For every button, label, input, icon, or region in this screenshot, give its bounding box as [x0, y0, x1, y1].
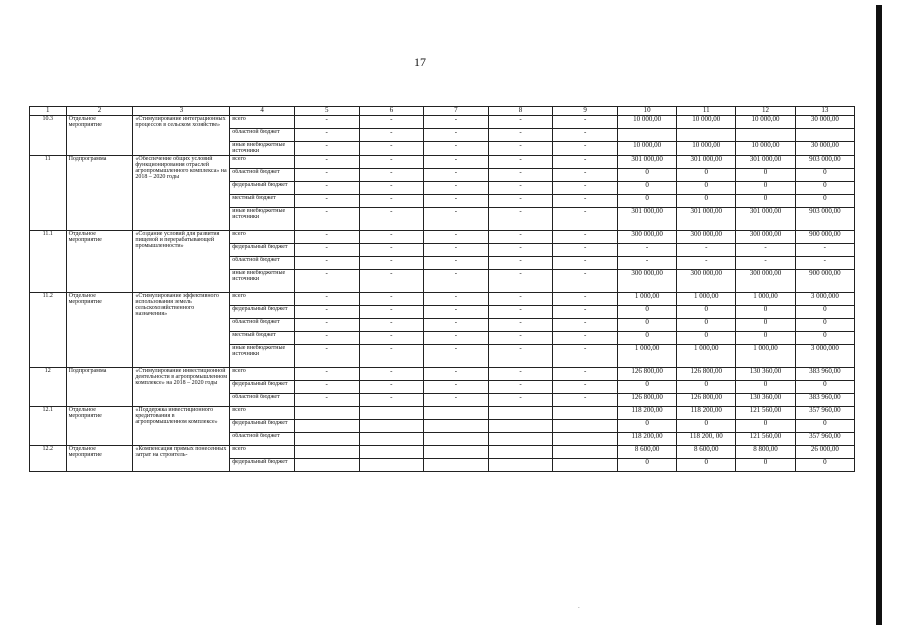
value-cell: -	[488, 367, 553, 380]
row-name: «Поддержка инвестиционного кредитования в агропромышленном комплексе»	[133, 406, 230, 445]
table-row	[30, 367, 855, 380]
value-cell: 1 000,00	[736, 344, 795, 367]
value-cell: -	[359, 230, 424, 243]
value-cell: -	[424, 305, 489, 318]
header-cell: 7	[424, 107, 489, 116]
value-cell: -	[294, 129, 359, 142]
value-cell	[553, 458, 618, 471]
funding-source: федеральный бюджет	[230, 181, 295, 194]
value-cell: 10 000,00	[617, 116, 676, 129]
value-cell: 0	[677, 380, 736, 393]
value-cell: 300 000,00	[677, 269, 736, 292]
header-cell: 13	[795, 107, 854, 116]
value-cell: 26 000,00	[795, 445, 854, 458]
row-type: Отдельное мероприятие	[66, 116, 133, 156]
value-cell: -	[424, 331, 489, 344]
value-cell: -	[359, 116, 424, 129]
value-cell: -	[677, 256, 736, 269]
value-cell: 0	[736, 380, 795, 393]
value-cell: 0	[617, 168, 676, 181]
value-cell	[294, 419, 359, 432]
value-cell: 0	[736, 194, 795, 207]
value-cell: -	[553, 318, 618, 331]
value-cell: -	[294, 256, 359, 269]
value-cell: 0	[736, 168, 795, 181]
funding-source: федеральный бюджет	[230, 380, 295, 393]
value-cell: -	[553, 380, 618, 393]
value-cell: -	[424, 207, 489, 230]
value-cell: -	[424, 155, 489, 168]
budget-table	[29, 106, 855, 472]
value-cell: -	[424, 269, 489, 292]
value-cell: -	[359, 243, 424, 256]
value-cell: -	[294, 305, 359, 318]
value-cell: 300 000,00	[617, 269, 676, 292]
value-cell: -	[553, 142, 618, 156]
row-name: «Стимулирование инвестиционной деятельности в агропромышленном комплексе» на 2018 – 2020 годы	[133, 367, 230, 406]
value-cell: 301 000,00	[617, 207, 676, 230]
value-cell: -	[736, 243, 795, 256]
value-cell: -	[553, 305, 618, 318]
row-type: Отдельное мероприятие	[66, 445, 133, 471]
funding-source: иные внебюджетные источники	[230, 207, 295, 230]
value-cell	[294, 445, 359, 458]
value-cell: 301 000,00	[677, 207, 736, 230]
value-cell: -	[424, 142, 489, 156]
header-cell: 11	[677, 107, 736, 116]
value-cell	[294, 458, 359, 471]
row-name: «Компенсация прямых понесенных затрат на строитель-	[133, 445, 230, 471]
funding-source: всего	[230, 445, 295, 458]
value-cell: 1 000,00	[617, 292, 676, 305]
value-cell: -	[488, 305, 553, 318]
value-cell: -	[424, 393, 489, 406]
value-cell: 0	[795, 168, 854, 181]
value-cell: -	[488, 207, 553, 230]
row-name: «Создание условий для развития пищевой и перерабатывающей промышленности»	[133, 230, 230, 292]
value-cell: 30 000,00	[795, 116, 854, 129]
value-cell: 0	[795, 380, 854, 393]
value-cell: -	[488, 168, 553, 181]
value-cell: -	[294, 292, 359, 305]
value-cell: 300 000,00	[736, 230, 795, 243]
value-cell: -	[617, 243, 676, 256]
value-cell: 0	[677, 318, 736, 331]
value-cell: -	[424, 344, 489, 367]
value-cell: -	[294, 243, 359, 256]
value-cell	[424, 445, 489, 458]
value-cell: 10 000,00	[617, 142, 676, 156]
value-cell: 118 200,00	[617, 432, 676, 445]
value-cell: -	[359, 129, 424, 142]
value-cell	[424, 406, 489, 419]
value-cell: -	[359, 181, 424, 194]
funding-source: областной бюджет	[230, 393, 295, 406]
value-cell: -	[294, 230, 359, 243]
value-cell: 383 960,00	[795, 393, 854, 406]
value-cell: 0	[795, 318, 854, 331]
value-cell: -	[359, 256, 424, 269]
row-code: 12.2	[30, 445, 67, 471]
value-cell: 0	[736, 419, 795, 432]
value-cell: -	[359, 194, 424, 207]
funding-source: местный бюджет	[230, 331, 295, 344]
funding-source: областной бюджет	[230, 256, 295, 269]
value-cell: 0	[617, 380, 676, 393]
value-cell	[553, 445, 618, 458]
value-cell: -	[359, 207, 424, 230]
value-cell: -	[294, 318, 359, 331]
value-cell: 0	[736, 458, 795, 471]
value-cell: -	[488, 256, 553, 269]
value-cell: -	[424, 367, 489, 380]
value-cell: -	[424, 256, 489, 269]
value-cell: -	[488, 243, 553, 256]
value-cell: -	[294, 207, 359, 230]
value-cell: 0	[617, 331, 676, 344]
value-cell: -	[488, 318, 553, 331]
value-cell	[488, 432, 553, 445]
value-cell: -	[424, 243, 489, 256]
value-cell: -	[553, 155, 618, 168]
value-cell: -	[424, 116, 489, 129]
value-cell: 126 800,00	[617, 393, 676, 406]
row-code: 11.1	[30, 230, 67, 292]
value-cell: 1 000,00	[677, 292, 736, 305]
value-cell	[488, 406, 553, 419]
value-cell	[488, 419, 553, 432]
row-type: Подпрограмма	[66, 155, 133, 230]
value-cell: -	[359, 380, 424, 393]
row-code: 10.3	[30, 116, 67, 156]
funding-source: областной бюджет	[230, 318, 295, 331]
value-cell: -	[359, 393, 424, 406]
value-cell: -	[359, 168, 424, 181]
value-cell: 10 000,00	[677, 116, 736, 129]
value-cell: -	[795, 256, 854, 269]
value-cell: -	[488, 331, 553, 344]
value-cell	[488, 458, 553, 471]
value-cell: -	[424, 168, 489, 181]
header-cell: 9	[553, 107, 618, 116]
value-cell: -	[424, 380, 489, 393]
value-cell: -	[294, 331, 359, 344]
value-cell: 0	[677, 419, 736, 432]
value-cell: 1 000,00	[736, 292, 795, 305]
value-cell: -	[294, 116, 359, 129]
row-type: Отдельное мероприятие	[66, 406, 133, 445]
value-cell: -	[795, 243, 854, 256]
value-cell: 0	[617, 305, 676, 318]
value-cell: -	[553, 194, 618, 207]
value-cell: -	[553, 344, 618, 367]
value-cell: -	[736, 256, 795, 269]
value-cell: -	[424, 230, 489, 243]
value-cell	[553, 406, 618, 419]
table-row	[30, 292, 855, 305]
value-cell: -	[553, 129, 618, 142]
value-cell: 1 000,00	[677, 344, 736, 367]
value-cell: 0	[795, 331, 854, 344]
value-cell: -	[553, 168, 618, 181]
value-cell	[294, 432, 359, 445]
page-number: 17	[414, 55, 426, 69]
value-cell	[617, 129, 676, 142]
value-cell: 126 800,00	[677, 367, 736, 380]
value-cell: -	[294, 181, 359, 194]
funding-source: всего	[230, 406, 295, 419]
funding-source: иные внебюджетные источники	[230, 269, 295, 292]
value-cell: 118 200,00	[617, 406, 676, 419]
value-cell	[359, 432, 424, 445]
value-cell: 0	[617, 194, 676, 207]
value-cell: 900 000,00	[795, 230, 854, 243]
value-cell: -	[553, 367, 618, 380]
value-cell: 130 360,00	[736, 393, 795, 406]
row-name: «Обеспечение общих условий функционирования отраслей агропромышленного комплекса» на 2018 – 2020 годы	[133, 155, 230, 230]
value-cell: -	[553, 116, 618, 129]
value-cell: -	[359, 292, 424, 305]
row-type: Отдельное мероприятие	[66, 230, 133, 292]
value-cell	[359, 406, 424, 419]
value-cell: -	[617, 256, 676, 269]
funding-source: всего	[230, 116, 295, 129]
value-cell	[294, 406, 359, 419]
row-code: 11.2	[30, 292, 67, 367]
value-cell: -	[359, 344, 424, 367]
value-cell: 0	[617, 419, 676, 432]
funding-source: всего	[230, 155, 295, 168]
row-name: «Стимулирование эффективного использования земель сельскохозяйственного назначения»	[133, 292, 230, 367]
value-cell	[553, 432, 618, 445]
row-type: Отдельное мероприятие	[66, 292, 133, 367]
value-cell: 357 960,00	[795, 406, 854, 419]
value-cell: -	[488, 292, 553, 305]
value-cell: 130 360,00	[736, 367, 795, 380]
table-row	[30, 230, 855, 243]
value-cell: 118 200,00	[677, 406, 736, 419]
header-row	[30, 107, 855, 116]
header-cell: 4	[230, 107, 295, 116]
funding-source: иные внебюджетные источники	[230, 344, 295, 367]
value-cell: 0	[795, 419, 854, 432]
value-cell: -	[294, 367, 359, 380]
value-cell: -	[359, 155, 424, 168]
value-cell: -	[294, 142, 359, 156]
funding-source: федеральный бюджет	[230, 305, 295, 318]
value-cell: -	[359, 305, 424, 318]
value-cell: 0	[677, 305, 736, 318]
value-cell: 0	[677, 458, 736, 471]
value-cell	[424, 432, 489, 445]
value-cell: 300 000,00	[736, 269, 795, 292]
value-cell: -	[553, 230, 618, 243]
funding-source: федеральный бюджет	[230, 458, 295, 471]
funding-source: федеральный бюджет	[230, 243, 295, 256]
header-cell: 12	[736, 107, 795, 116]
value-cell	[424, 419, 489, 432]
value-cell: 126 800,00	[617, 367, 676, 380]
value-cell: 3 000,000	[795, 344, 854, 367]
value-cell: 903 000,00	[795, 155, 854, 168]
value-cell	[424, 458, 489, 471]
value-cell: 301 000,00	[617, 155, 676, 168]
value-cell: 0	[736, 181, 795, 194]
row-code: 12	[30, 367, 67, 406]
value-cell: -	[294, 344, 359, 367]
value-cell: -	[294, 155, 359, 168]
value-cell	[795, 129, 854, 142]
value-cell: -	[677, 243, 736, 256]
value-cell: 0	[795, 181, 854, 194]
value-cell: -	[294, 168, 359, 181]
value-cell: 3 000,000	[795, 292, 854, 305]
value-cell: -	[359, 142, 424, 156]
value-cell	[359, 445, 424, 458]
table-row	[30, 445, 855, 458]
value-cell: 10 000,00	[736, 142, 795, 156]
header-cell: 8	[488, 107, 553, 116]
row-type: Подпрограмма	[66, 367, 133, 406]
value-cell: -	[553, 181, 618, 194]
value-cell: 383 960,00	[795, 367, 854, 380]
value-cell	[553, 419, 618, 432]
value-cell: 0	[795, 458, 854, 471]
header-cell: 6	[359, 107, 424, 116]
value-cell: 8 600,00	[617, 445, 676, 458]
value-cell: 121 560,00	[736, 432, 795, 445]
value-cell: 300 000,00	[677, 230, 736, 243]
value-cell: -	[294, 194, 359, 207]
funding-source: областной бюджет	[230, 168, 295, 181]
value-cell	[359, 419, 424, 432]
value-cell: 0	[736, 331, 795, 344]
value-cell: -	[359, 367, 424, 380]
funding-source: всего	[230, 367, 295, 380]
value-cell: -	[553, 207, 618, 230]
value-cell: 301 000,00	[677, 155, 736, 168]
value-cell	[359, 458, 424, 471]
value-cell: 30 000,00	[795, 142, 854, 156]
value-cell: 0	[795, 305, 854, 318]
value-cell: 357 960,00	[795, 432, 854, 445]
funding-source: местный бюджет	[230, 194, 295, 207]
value-cell: -	[488, 344, 553, 367]
funding-source: всего	[230, 230, 295, 243]
value-cell: -	[294, 269, 359, 292]
value-cell: 0	[677, 168, 736, 181]
value-cell: 126 800,00	[677, 393, 736, 406]
table-row	[30, 116, 855, 129]
value-cell: 0	[677, 194, 736, 207]
table-row	[30, 406, 855, 419]
value-cell: -	[553, 256, 618, 269]
header-cell: 1	[30, 107, 67, 116]
value-cell: -	[424, 292, 489, 305]
funding-source: иные внебюджетные источники	[230, 142, 295, 156]
value-cell: 0	[795, 194, 854, 207]
value-cell: -	[553, 331, 618, 344]
value-cell: 0	[677, 181, 736, 194]
value-cell: 0	[677, 331, 736, 344]
value-cell: 0	[617, 181, 676, 194]
value-cell: -	[359, 331, 424, 344]
header-cell: 2	[66, 107, 133, 116]
value-cell: 301 000,00	[736, 207, 795, 230]
funding-source: федеральный бюджет	[230, 419, 295, 432]
row-name: «Стимулирование интеграционных процессов в сельском хозяйстве»	[133, 116, 230, 156]
funding-source: всего	[230, 292, 295, 305]
value-cell: -	[488, 116, 553, 129]
value-cell: 118 200, 00	[677, 432, 736, 445]
value-cell: -	[553, 269, 618, 292]
funding-source: областной бюджет	[230, 432, 295, 445]
value-cell: -	[553, 292, 618, 305]
header-cell: 10	[617, 107, 676, 116]
value-cell	[488, 445, 553, 458]
header-cell: 5	[294, 107, 359, 116]
funding-source: областной бюджет	[230, 129, 295, 142]
value-cell: -	[294, 393, 359, 406]
value-cell: 301 000,00	[736, 155, 795, 168]
row-code: 12.1	[30, 406, 67, 445]
value-cell: -	[488, 194, 553, 207]
scan-edge-bar	[876, 5, 882, 625]
value-cell: -	[488, 269, 553, 292]
value-cell: 0	[617, 458, 676, 471]
value-cell: 900 000,00	[795, 269, 854, 292]
value-cell: -	[553, 243, 618, 256]
value-cell: -	[424, 181, 489, 194]
value-cell: 0	[736, 318, 795, 331]
header-cell: 3	[133, 107, 230, 116]
value-cell: 10 000,00	[677, 142, 736, 156]
value-cell: -	[424, 129, 489, 142]
value-cell: -	[424, 194, 489, 207]
value-cell: 300 000,00	[617, 230, 676, 243]
value-cell: -	[488, 142, 553, 156]
value-cell: -	[359, 269, 424, 292]
value-cell: 0	[736, 305, 795, 318]
value-cell: 8 800,00	[736, 445, 795, 458]
value-cell: 1 000,00	[617, 344, 676, 367]
value-cell	[677, 129, 736, 142]
value-cell	[736, 129, 795, 142]
value-cell: 8 600,00	[677, 445, 736, 458]
value-cell: -	[424, 318, 489, 331]
value-cell: -	[488, 155, 553, 168]
value-cell: -	[488, 181, 553, 194]
value-cell: 0	[617, 318, 676, 331]
value-cell: 10 000,00	[736, 116, 795, 129]
value-cell: -	[488, 380, 553, 393]
scan-speck: .	[578, 602, 580, 610]
value-cell: -	[359, 318, 424, 331]
value-cell: -	[488, 230, 553, 243]
value-cell: -	[488, 129, 553, 142]
value-cell: 903 000,00	[795, 207, 854, 230]
table-row	[30, 155, 855, 168]
value-cell: 121 560,00	[736, 406, 795, 419]
value-cell: -	[553, 393, 618, 406]
row-code: 11	[30, 155, 67, 230]
value-cell: -	[488, 393, 553, 406]
value-cell: -	[294, 380, 359, 393]
